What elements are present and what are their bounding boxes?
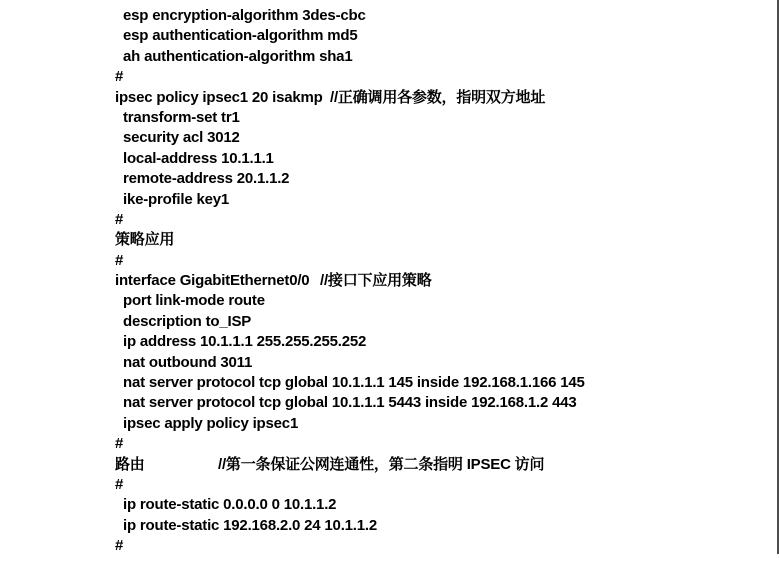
config-line [115, 332, 769, 352]
config-line [115, 495, 769, 515]
command-text: # [115, 210, 124, 228]
config-line [115, 230, 769, 250]
command-text: description to_ISP [123, 312, 252, 330]
command-text: remote-address 20.1.1.2 [123, 170, 290, 188]
command-text: ip route-static 192.168.2.0 24 10.1.1.2 [123, 516, 378, 534]
command-text: esp encryption-algorithm 3des-cbc [123, 7, 366, 24]
config-line [115, 434, 769, 454]
command-text: transform-set tr1 [123, 108, 240, 126]
config-line [115, 516, 769, 536]
command-text: 路由 [115, 455, 145, 473]
config-line [115, 414, 769, 434]
config-line [115, 88, 769, 108]
command-text: nat server protocol tcp global 10.1.1.1 5443 inside 192.168.1.2 443 [123, 394, 577, 412]
config-line [115, 455, 769, 475]
config-line [115, 251, 769, 271]
command-text: # [115, 475, 124, 493]
config-line [115, 47, 769, 67]
command-text: 策略应用 [115, 231, 175, 249]
command-text: ip address 10.1.1.1 255.255.255.252 [123, 333, 367, 351]
command-text: nat outbound 3011 [123, 353, 253, 371]
config-line [115, 291, 769, 311]
command-text: # [115, 537, 124, 555]
config-line [115, 373, 769, 393]
command-text: ipsec policy ipsec1 20 isakmp [115, 88, 323, 106]
command-text: ike-profile key1 [123, 190, 230, 208]
config-line [115, 67, 769, 87]
config-line [115, 393, 769, 413]
config-line [115, 149, 769, 169]
command-text: ah authentication-algorithm sha1 [123, 47, 353, 65]
comment-text: //第一条保证公网连通性，第二条指明 IPSEC 访问 [218, 455, 545, 473]
config-line [115, 169, 769, 189]
config-line [115, 190, 769, 210]
config-line [115, 353, 769, 373]
command-text: # [115, 435, 124, 453]
command-text: ipsec apply policy ipsec1 [123, 414, 299, 432]
comment-text: //接口下应用策略 [320, 272, 432, 290]
config-line [115, 536, 769, 556]
command-text: # [115, 68, 124, 86]
command-text: nat server protocol tcp global 10.1.1.1 145 inside 192.168.1.166 145 [123, 374, 585, 392]
command-text: esp authentication-algorithm md5 [123, 27, 358, 45]
config-lines [115, 6, 769, 557]
command-text: # [115, 251, 124, 269]
command-text: ip route-static 0.0.0.0 0 10.1.1.2 [123, 496, 337, 514]
command-text: local-address 10.1.1.1 [123, 149, 274, 167]
config-line [115, 210, 769, 230]
config-line [115, 475, 769, 495]
config-line [115, 271, 769, 291]
command-text: port link-mode route [123, 292, 265, 310]
config-line [115, 6, 769, 26]
config-line [115, 108, 769, 128]
config-line [115, 26, 769, 46]
command-text: interface GigabitEthernet0/0 [115, 272, 310, 290]
config-line [115, 312, 769, 332]
command-text: security acl 3012 [123, 129, 240, 147]
comment-text: //正确调用各参数，指明双方地址 [330, 88, 546, 106]
config-line [115, 128, 769, 148]
